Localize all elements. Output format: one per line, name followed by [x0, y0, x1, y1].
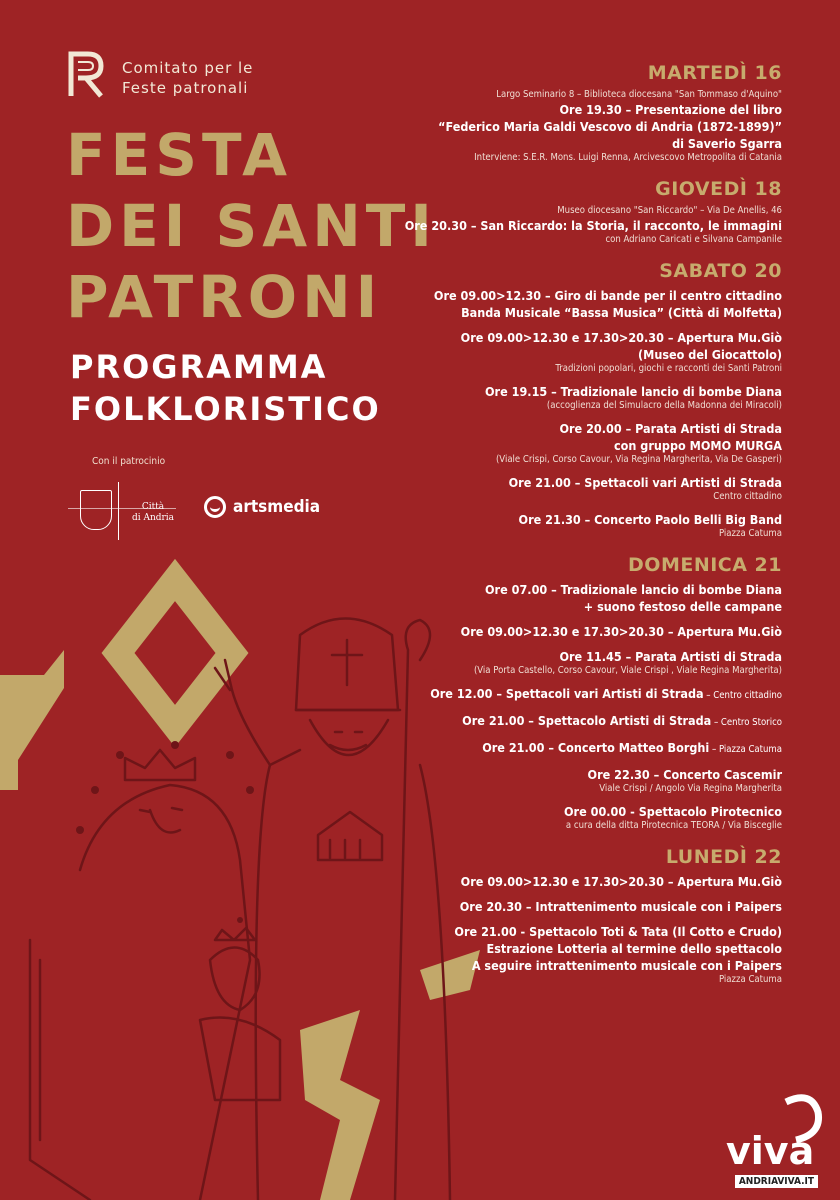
event-text: Ore 12.00 – Spettacoli vari Artisti di Strada [430, 686, 704, 701]
event-title-line [222, 346, 782, 363]
event-title-line [222, 598, 782, 615]
event-text: Ore 21.00 - Spettacolo Toti & Tata (Il Cotto e Crudo) [454, 924, 782, 939]
event-text: + suono festoso delle campane [583, 599, 782, 614]
event-title-line [222, 898, 782, 915]
event-title-line [222, 803, 782, 820]
event-detail-line [222, 491, 782, 503]
event-text: (Viale Crispi, Corso Cavour, Via Regina Margherita, Via De Gasperi) [495, 454, 782, 465]
subtitle-line-2: FOLKLORISTICO [70, 390, 381, 428]
event-text: (accoglienza del Simulacro della Madonna dei Miracoli) [546, 400, 782, 411]
event-item [222, 739, 782, 758]
city-name-line-1: Città [141, 502, 165, 512]
event-text: Ore 21.00 – Spettacolo Artisti di Strada [462, 713, 712, 728]
event-text: con gruppo MOMO MURGA [614, 438, 782, 453]
event-location: – Centro Storico [711, 717, 782, 728]
subtitle-line-1: PROGRAMMA [70, 348, 328, 386]
event-title-line [222, 383, 782, 400]
event-text: Interviene: S.E.R. Mons. Luigi Renna, Arcivescovo Metropolita di Catania [474, 152, 782, 163]
event-item [222, 766, 782, 795]
event-title-line [222, 581, 782, 598]
event-detail-line [222, 363, 782, 375]
event-title-line [222, 329, 782, 346]
event-title-line [222, 287, 782, 304]
madonna-crown [125, 750, 195, 780]
event-item [222, 623, 782, 640]
event-detail-line [222, 234, 782, 246]
event-text: (Via Porta Castello, Corso Cavour, Viale Crispi , Viale Regina Margherita) [473, 665, 782, 676]
day-section [222, 552, 782, 832]
halo-star [171, 741, 179, 749]
halo-star [116, 751, 124, 759]
event-title-line [222, 940, 782, 957]
day-heading: SABATO 20 [659, 260, 782, 282]
event-detail-line [222, 820, 782, 832]
event-text: Ore 00.00 - Spettacolo Pirotecnico [563, 804, 782, 819]
viva-watermark-logo [726, 1082, 826, 1190]
event-text: Tradizioni popolari, giochi e racconti dei Santi Patroni [555, 363, 782, 374]
event-text: Piazza Catuma [718, 528, 782, 539]
event-title-line [222, 437, 782, 454]
event-text: Largo Seminario 8 – Biblioteca diocesana "San Tommaso d'Aquino" [496, 89, 782, 100]
event-title-line [222, 101, 782, 118]
event-detail-line [222, 400, 782, 412]
event-title-line [222, 873, 782, 890]
event-detail-line [222, 205, 782, 217]
event-title-line [222, 135, 782, 152]
event-title-line [222, 739, 782, 758]
patronage-label: Con il patrocinio [92, 456, 166, 467]
program-schedule [222, 60, 782, 986]
event-location: – Centro cittadino [703, 690, 782, 701]
event-text: Centro cittadino [713, 491, 782, 502]
event-text: Piazza Catuma [718, 974, 782, 985]
event-item [222, 803, 782, 832]
day-section [222, 176, 782, 246]
event-item [222, 329, 782, 375]
event-text: Ore 20.00 – Parata Artisti di Strada [559, 421, 782, 436]
throne-side [30, 940, 90, 1200]
city-of-andria-logo [68, 482, 176, 536]
event-title-line [222, 304, 782, 321]
event-item [222, 511, 782, 540]
event-text: Banda Musicale “Bassa Musica” (Città di Molfetta) [461, 305, 782, 320]
event-text: a cura della ditta Pirotecnica TEORA / Via Bisceglie [565, 820, 782, 831]
event-detail-line [222, 665, 782, 677]
event-text: Ore 09.00>12.30 e 17.30>20.30 – Apertura Mu.Giò [460, 874, 782, 889]
title-line-2: DEI SANTI [66, 192, 437, 260]
event-text: Ore 21.00 – Spettacoli vari Artisti di Strada [508, 475, 782, 490]
day-heading: LUNEDÌ 22 [665, 846, 782, 868]
day-heading: MARTEDÌ 16 [647, 62, 782, 84]
title-line-3: PATRONI [66, 263, 383, 331]
gold-diamond-shape [118, 580, 232, 726]
event-item [222, 581, 782, 615]
logo-divider [118, 482, 119, 540]
event-title-line [222, 217, 782, 234]
event-item [222, 712, 782, 731]
city-name [128, 502, 178, 524]
event-text: Ore 22.30 – Concerto Cascemir [587, 767, 782, 782]
committee-line-1: Comitato per le [122, 59, 254, 77]
event-text: Ore 09.00>12.30 – Giro di bande per il centro cittadino [433, 288, 782, 303]
event-title-line [222, 766, 782, 783]
event-text: Estrazione Lotteria al termine dello spettacolo [486, 941, 782, 956]
event-text: Ore 07.00 – Tradizionale lancio di bombe Diana [485, 582, 782, 597]
event-detail-line [222, 528, 782, 540]
event-text: Ore 21.00 – Concerto Matteo Borghi [482, 740, 710, 755]
event-text: con Adriano Caricati e Silvana Campanile [605, 234, 782, 245]
event-text: Ore 19.15 – Tradizionale lancio di bombe Diana [485, 384, 782, 399]
event-text: (Museo del Giocattolo) [637, 347, 782, 362]
event-detail-line [222, 974, 782, 986]
day-heading: GIOVEDÌ 18 [655, 178, 782, 200]
event-text: Ore 09.00>12.30 e 17.30>20.30 – Apertura Mu.Giò [460, 330, 782, 345]
event-item [222, 923, 782, 986]
event-item [222, 648, 782, 677]
event-text: Ore 20.30 – Intrattenimento musicale con i Paipers [459, 899, 782, 914]
event-item [222, 287, 782, 321]
event-item [222, 873, 782, 890]
day-section [222, 258, 782, 540]
event-text: Ore 21.30 – Concerto Paolo Belli Big Band [518, 512, 782, 527]
site-label[interactable]: ANDRIAVIVA.IT [735, 1175, 818, 1188]
viva-wordmark: viva [726, 1129, 815, 1173]
event-title-line [222, 685, 782, 704]
event-item [222, 383, 782, 412]
day-section [222, 844, 782, 986]
event-detail-line [222, 89, 782, 101]
event-detail-line [222, 783, 782, 795]
day-section [222, 60, 782, 164]
event-item [222, 685, 782, 704]
event-item [222, 474, 782, 503]
event-item [222, 898, 782, 915]
event-text: “Federico Maria Galdi Vescovo di Andria (1872-1899)” [438, 119, 782, 134]
event-location: – Piazza Catuma [709, 744, 782, 755]
event-text: Ore 20.30 – San Riccardo: la Storia, il racconto, le immagini [404, 218, 782, 233]
event-title-line [222, 118, 782, 135]
event-item [222, 89, 782, 164]
event-text: Viale Crispi / Angolo Via Regina Margherita [599, 783, 782, 794]
city-name-line-2: di Andria [131, 513, 175, 523]
halo-star [76, 826, 84, 834]
coat-of-arms-icon [80, 490, 112, 530]
day-heading: DOMENICA 21 [628, 554, 782, 576]
event-item [222, 205, 782, 246]
event-text: A seguire intrattenimento musicale con i Paipers [471, 958, 782, 973]
madonna-face [140, 808, 182, 833]
title-line-1: FESTA [66, 121, 292, 189]
committee-logo-icon [68, 50, 104, 98]
event-title-line [222, 420, 782, 437]
event-text: Ore 19.30 – Presentazione del libro [559, 102, 782, 117]
event-title-line [222, 648, 782, 665]
artsmedia-name: artsmedia [233, 497, 321, 517]
event-item [222, 420, 782, 466]
event-title-line [222, 511, 782, 528]
event-title-line [222, 623, 782, 640]
committee-line-2: Feste patronali [122, 79, 249, 97]
gold-zigzag-left [0, 650, 64, 790]
event-title-line [222, 474, 782, 491]
event-detail-line [222, 454, 782, 466]
event-text: Ore 09.00>12.30 e 17.30>20.30 – Apertura Mu.Giò [460, 624, 782, 639]
child-body [200, 1018, 280, 1101]
gold-zigzag-bottom [300, 1010, 380, 1200]
event-text: Museo diocesano "San Riccardo" – Via De Anellis, 46 [557, 205, 782, 216]
halo-star [91, 786, 99, 794]
event-title-line [222, 712, 782, 731]
event-title-line [222, 957, 782, 974]
event-text: di Saverio Sgarra [672, 136, 782, 151]
event-text: Ore 11.45 – Parata Artisti di Strada [559, 649, 782, 664]
event-title-line [222, 923, 782, 940]
event-detail-line [222, 152, 782, 164]
